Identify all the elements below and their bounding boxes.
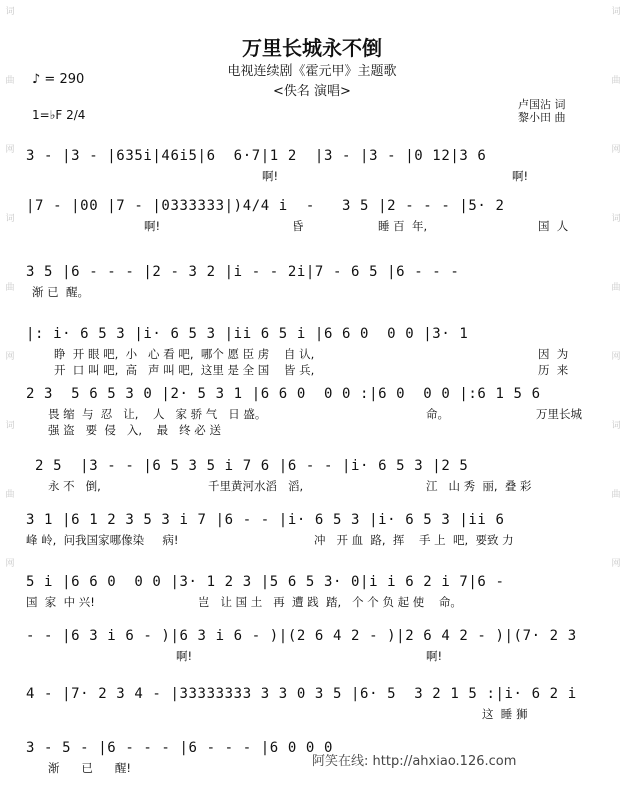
lyric-text: 国 人	[538, 219, 569, 233]
song-title: 万里长城永不倒	[242, 36, 382, 60]
lyric-text: 开 口 叫 吧, 高 声 叫 吧, 这里 是 全 国 皆 兵,	[54, 363, 315, 377]
side-mark: 词	[3, 213, 14, 224]
notation-line: - - |6 3 i 6 - )|6 3 i 6 - )|(2 6 4 2 - )|2 6 4 2 - )|(7· 2 3	[26, 628, 577, 644]
lyric-text: 渐 已 醒!	[48, 761, 131, 775]
lyric-text: 啊!	[262, 169, 279, 183]
score-row	[26, 628, 612, 663]
lyric-text: 渐 已 醒。	[32, 285, 89, 299]
score-row	[26, 512, 612, 547]
side-mark: 曲	[609, 489, 620, 500]
side-mark: 词	[3, 420, 14, 431]
score-row	[26, 686, 612, 721]
lyric-text: 命。	[426, 407, 449, 421]
side-mark: 曲	[3, 75, 14, 86]
side-mark: 词	[609, 420, 620, 431]
side-mark: 曲	[3, 282, 14, 293]
lyric-text: 历 来	[538, 363, 569, 377]
score-row	[26, 386, 612, 437]
lyric-text: 强 盗 要 侵 入, 最 终 必 送	[48, 423, 221, 437]
side-mark: 曲	[609, 282, 620, 293]
site-watermark: 阿笑在线: http://ahxiao.126.com	[312, 754, 517, 769]
song-subtitle: 电视连续剧《霍元甲》主题歌	[227, 64, 397, 79]
left-watermark-column	[2, 0, 16, 806]
lyric-text: 因 为	[538, 347, 569, 361]
side-mark: 网	[3, 558, 14, 569]
side-mark: 曲	[3, 489, 14, 500]
notation-line: 2 3 5 6 5 3 0 |2· 5 3 1 |6 6 0 0 0 :|6 0 0 0 |:6 1 5 6	[26, 386, 541, 402]
notation-line: |: i· 6 5 3 |i· 6 5 3 |ii 6 5 i |6 6 0 0 0 |3· 1	[26, 326, 469, 342]
score-row	[26, 326, 612, 377]
side-mark: 网	[609, 351, 620, 362]
notation-line: 3 - 5 - |6 - - - |6 - - - |6 0 0 0	[26, 740, 333, 756]
lyric-text: 啊!	[176, 649, 193, 663]
side-mark: 词	[3, 6, 14, 17]
side-mark: 网	[3, 144, 14, 155]
lyric-text: 永 不 倒,	[48, 479, 101, 493]
lyric-text: 昏	[292, 219, 304, 233]
side-mark: 网	[609, 144, 620, 155]
side-mark: 词	[609, 6, 620, 17]
lyric-text: 国 家 中 兴!	[26, 595, 95, 609]
lyric-text: 这 睡 狮	[482, 707, 528, 721]
lyric-text: 岂 让 国 土 再 遭 践 踏, 个 个 负 起 使 命。	[198, 595, 462, 609]
key-signature: 1=♭F 2/4	[32, 108, 86, 122]
composer-credit: 黎小田 曲	[518, 111, 566, 124]
notation-line: 3 - |3 - |635i|46i5|6 6·7|1 2 |3 - |3 - |0 12|3 6	[26, 148, 487, 164]
lyric-text: 冲 开 血 路, 挥 手 上 吧, 要致 力	[314, 533, 514, 547]
lyric-text: 万里长城	[536, 407, 582, 421]
notation-line: 5 i |6 6 0 0 0 |3· 1 2 3 |5 6 5 3· 0|i i 6 2 i 7|6 -	[26, 574, 505, 590]
side-mark: 词	[609, 213, 620, 224]
tempo-marking: ♪ = 290	[32, 72, 85, 87]
side-mark: 曲	[609, 75, 620, 86]
score-row	[26, 574, 612, 609]
lyricist-credit: 卢国沾 词	[518, 98, 566, 111]
lyric-text: 峰 岭, 问我国家哪像染 病!	[26, 533, 179, 547]
lyric-text: 睁 开 眼 吧, 小 心 看 吧, 哪个 愿 臣 虏 自 认,	[54, 347, 315, 361]
notation-line: 2 5 |3 - - |6 5 3 5 i 7 6 |6 - - |i· 6 5 3 |2 5	[26, 458, 469, 474]
lyric-text: 啊!	[144, 219, 161, 233]
score-row	[26, 148, 612, 183]
notation-line: |7 - |00 |7 - |0333333|)4/4 i - 3 5 |2 - - - |5· 2	[26, 198, 505, 214]
lyric-text: 畏 缩 与 忍 让, 人 家 骄 气 日 盛。	[48, 407, 267, 421]
notation-line: 3 1 |6 1 2 3 5 3 i 7 |6 - - |i· 6 5 3 |i· 6 5 3 |ii 6	[26, 512, 505, 528]
score-row	[26, 198, 612, 233]
lyric-text: 睡 百 年,	[378, 219, 428, 233]
score-row	[26, 458, 612, 493]
notation-line: 3 5 |6 - - - |2 - 3 2 |i - - 2i|7 - 6 5 |6 - - -	[26, 264, 460, 280]
side-mark: 网	[609, 558, 620, 569]
score-row	[26, 264, 612, 299]
notation-line: 4 - |7· 2 3 4 - |33333333 3 3 0 3 5 |6· 5 3 2 1 5 :|i· 6 2 i	[26, 686, 577, 702]
side-mark: 网	[3, 351, 14, 362]
singer-line: <佚名 演唱>	[273, 84, 351, 99]
lyric-text: 江 山 秀 丽, 叠 彩	[426, 479, 532, 493]
lyric-text: 啊!	[426, 649, 443, 663]
lyric-text: 啊!	[512, 169, 529, 183]
credits	[518, 98, 566, 124]
lyric-text: 千里黄河水滔 滔,	[208, 479, 304, 493]
